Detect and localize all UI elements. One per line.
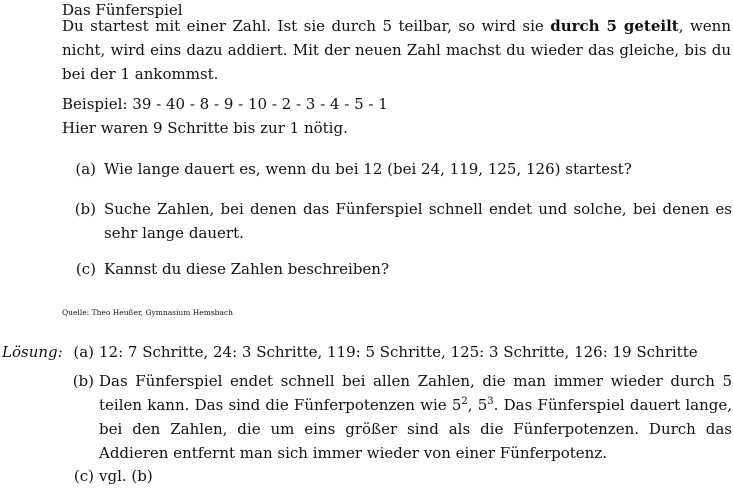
solution-label: (c) — [73, 467, 94, 485]
solution-label: (a) — [73, 343, 94, 361]
intro-paragraph — [62, 14, 731, 86]
exponent-2: 2 — [461, 396, 468, 407]
question-label: (b) — [74, 200, 96, 218]
solution-b-separator: , 5 — [467, 396, 488, 414]
solution-label: (b) — [72, 372, 94, 390]
example-line: Beispiel: 39 - 40 - 8 - 9 - 10 - 2 - 3 - 4 - 5 - 1 — [62, 95, 388, 113]
solution-text — [99, 369, 732, 465]
solution-text: 12: 7 Schritte, 24: 3 Schritte, 119: 5 Schritte, 125: 3 Schritte, 126: 19 Schritte — [99, 343, 698, 361]
question-text: Kannst du diese Zahlen beschreiben? — [104, 260, 390, 278]
solution-heading: Lösung: — [2, 343, 63, 361]
source-note: Quelle: Theo Heußer, Gymnasium Hemsbach — [62, 308, 233, 317]
intro-text-2: , wenn nicht, wird eins dazu addiert. Mit der neuen Zahl machst du wieder das gleiche, bis du bei der 1 ankommst. — [62, 17, 731, 83]
solution-text: vgl. (b) — [99, 467, 153, 485]
question-label: (c) — [75, 260, 96, 278]
intro-text-1: Du startest mit einer Zahl. Ist sie durch 5 teilbar, so wird sie — [62, 17, 551, 35]
question-label: (a) — [75, 160, 96, 178]
intro-bold-text: durch 5 geteilt — [550, 17, 679, 35]
question-text: Wie lange dauert es, wenn du bei 12 (bei 24, 119, 125, 126) startest? — [104, 160, 632, 178]
steps-note: Hier waren 9 Schritte bis zur 1 nötig. — [62, 119, 348, 137]
question-text: Suche Zahlen, bei denen das Fünferspiel schnell endet und solche, bei denen es sehr lange dauert. — [104, 200, 732, 242]
exponent-3: 3 — [487, 396, 494, 407]
solution-b-text-1: Das Fünferspiel endet schnell bei allen Zahlen, die man immer wieder durch 5 teilen kann. Das sind die Fünferpotenzen wie 5 — [99, 372, 732, 414]
exercise-title: Das Fünferspiel — [62, 1, 183, 19]
solution-b-text-2: . Das Fünferspiel dauert lange, bei den Zahlen, die um eins größer sind als die Fünferpotenzen. Durch das Addieren entfernt man sich immer wieder von einer Fünferpotenz. — [99, 396, 732, 462]
